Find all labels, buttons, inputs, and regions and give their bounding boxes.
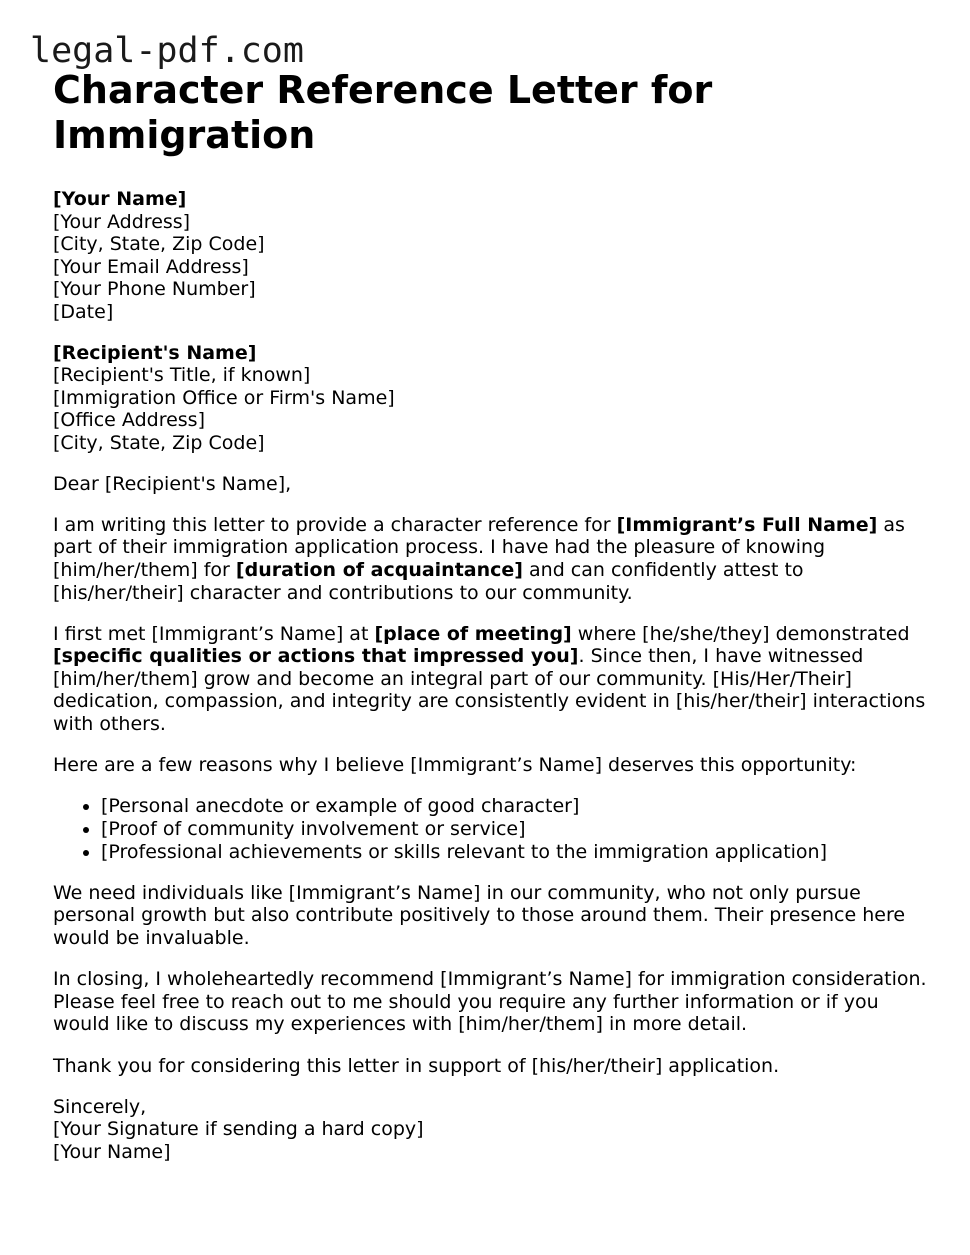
letter-date: [Date] (53, 300, 114, 323)
recipient-office: [Immigration Office or Firm's Name] (53, 386, 395, 409)
sender-block (53, 188, 933, 324)
recipient-city-state-zip: [City, State, Zip Code] (53, 431, 265, 454)
salutation: Dear [Recipient's Name], (53, 472, 292, 495)
signature-placeholder: [Your Signature if sending a hard copy] (53, 1118, 424, 1141)
reasons-list (53, 795, 933, 863)
list-item: • [Professional achievements or skills relevant to the immigration application] (101, 841, 933, 864)
paragraph-first-meeting (53, 623, 933, 736)
letter-document (53, 68, 933, 1182)
recipient-block (53, 342, 933, 455)
list-item: • [Personal anecdote or example of good character] (101, 795, 933, 818)
qualities-placeholder: [specific qualities or actions that impressed you] (53, 645, 579, 668)
recipient-name: [Recipient's Name] (53, 341, 257, 364)
recipient-title: [Recipient's Title, if known] (53, 364, 311, 387)
recipient-address: [Office Address] (53, 409, 205, 432)
place-of-meeting-placeholder: [place of meeting] (374, 622, 572, 645)
paragraph-closing: In closing, I wholeheartedly recommend [Immigrant’s Name] for immigration consideration. Please feel free to reach out to me should you require any further information or if you would like to discuss my experiences with [him/her/them] in more detail. (53, 968, 927, 1036)
valediction: Sincerely, (53, 1095, 147, 1118)
signer-name: [Your Name] (53, 1140, 171, 1163)
paragraph-text: and can confidently attest to [his/her/their] character and contributions to our community. (53, 558, 804, 604)
paragraph-text: as part of their immigration application process. I have had the pleasure of knowing [him/her/them] for (53, 513, 905, 581)
paragraph-text: . Since then, I have witnessed [him/her/them] grow and become an integral part of our community. [His/Her/Their] dedication, compassion, and integrity are consistently evident in [his/her/their] interactions with others. (53, 645, 926, 736)
paragraph-text: I first met [Immigrant’s Name] at (53, 622, 375, 645)
sender-name: [Your Name] (53, 188, 187, 210)
sender-address: [Your Address] (53, 210, 191, 233)
list-item: • [Proof of community involvement or service] (101, 818, 933, 841)
paragraph-introduction (53, 514, 933, 604)
signature-block (53, 1096, 933, 1164)
paragraph-reasons-intro: Here are a few reasons why I believe [Immigrant’s Name] deserves this opportunity: (53, 754, 857, 777)
page-title: Character Reference Letter for Immigration (53, 68, 713, 157)
paragraph-community: We need individuals like [Immigrant’s Name] in our community, who not only pursue personal growth but also contribute positively to those around them. Their presence here would be invaluable. (53, 881, 906, 949)
paragraph-text: I am writing this letter to provide a character reference for (53, 513, 617, 536)
sender-phone: [Your Phone Number] (53, 278, 256, 301)
watermark-text: legal-pdf.com (30, 31, 304, 71)
immigrant-full-name-placeholder: [Immigrant’s Full Name] (616, 513, 878, 536)
duration-placeholder: [duration of acquaintance] (235, 558, 523, 581)
sender-city-state-zip: [City, State, Zip Code] (53, 233, 265, 256)
paragraph-thanks: Thank you for considering this letter in support of [his/her/their] application. (53, 1054, 780, 1077)
sender-email: [Your Email Address] (53, 255, 249, 278)
paragraph-text: where [he/she/they] demonstrated (571, 622, 910, 645)
